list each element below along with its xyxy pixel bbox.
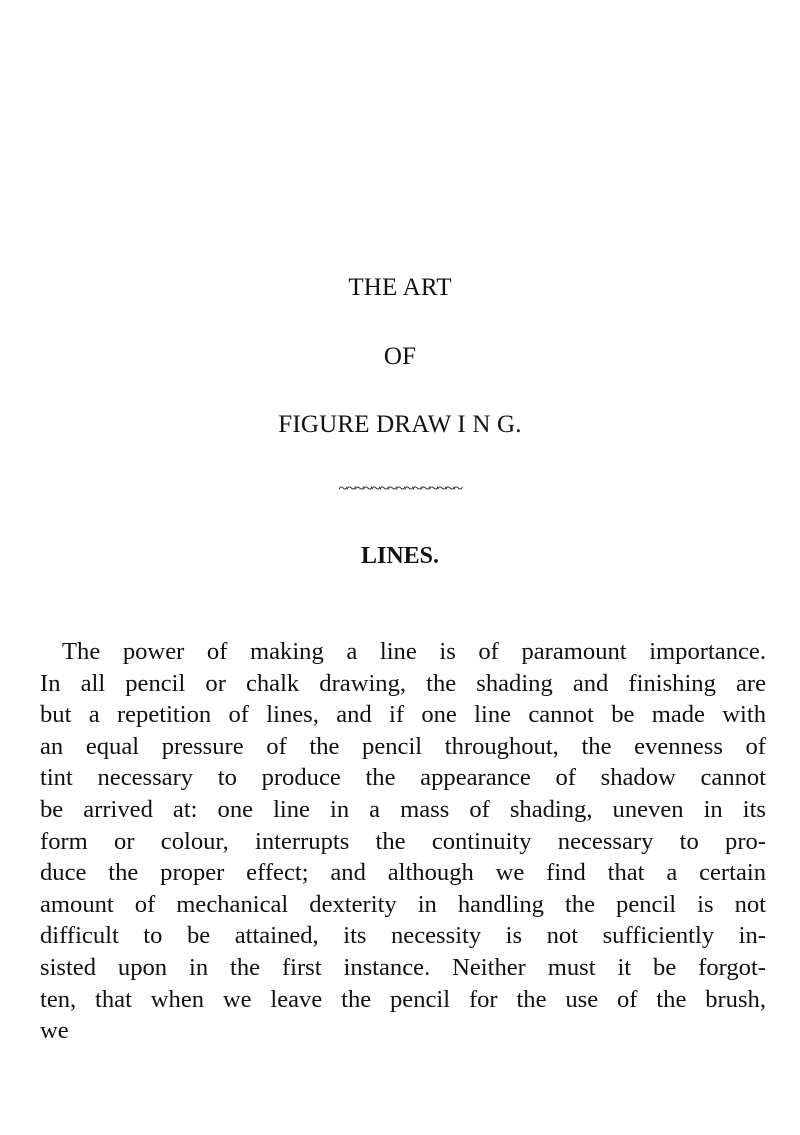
body-line: an equal pressure of the pencil throughout, the evenness of [40, 732, 766, 760]
title-line-3: FIGURE DRAW I N G. [278, 411, 522, 438]
title-line-2: OF [383, 343, 417, 370]
body-line: The power of making a line is of paramount importance. [62, 638, 766, 665]
body-line: but a repetition of lines, and if one line cannot be made with [40, 701, 766, 729]
section-heading: LINES. [360, 543, 440, 569]
body-line: tint necessary to produce the appearance of shadow cannot [40, 764, 766, 792]
body-line: form or colour, interrupts the continuity necessary to pro- [40, 827, 766, 855]
body-line: sisted upon in the first instance. Neither must it be forgot- [40, 953, 766, 981]
body-line: be arrived at: one line in a mass of shading, uneven in its [40, 795, 766, 823]
body-line: we [40, 1017, 69, 1045]
body-line: In all pencil or chalk drawing, the shading and finishing are [40, 669, 766, 697]
body-line: duce the proper effect; and although we find that a certain [40, 859, 766, 887]
body-line: amount of mechanical dexterity in handling the pencil is not [40, 890, 766, 918]
ornamental-divider: ~~~~~~~~~~~~~~~ [338, 478, 462, 498]
body-paragraph [40, 636, 766, 1047]
title-line-1: THE ART [348, 274, 452, 301]
body-line: ten, that when we leave the pencil for the use of the brush, [40, 985, 766, 1013]
body-line: difficult to be attained, its necessity is not sufficiently in- [40, 922, 766, 950]
